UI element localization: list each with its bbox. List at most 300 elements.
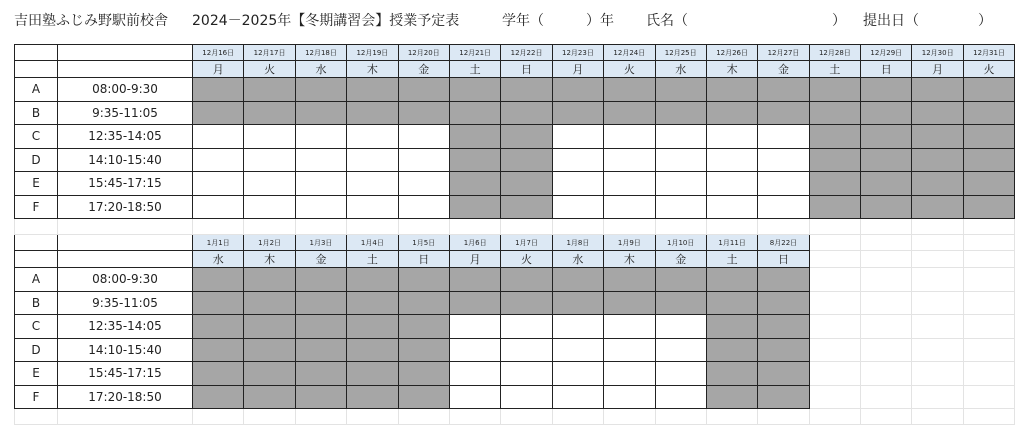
date-header: 12月18日 [295,45,346,61]
open-slot[interactable] [655,338,706,362]
empty-cell [912,291,963,315]
open-slot[interactable] [295,195,346,219]
closed-slot [501,291,552,315]
weekday-header: 木 [347,61,398,78]
empty-cell [963,409,1014,425]
open-slot[interactable] [706,148,757,172]
open-slot[interactable] [398,195,449,219]
open-slot[interactable] [552,172,603,196]
empty-cell [912,219,963,235]
empty-cell [912,251,963,268]
closed-slot [861,195,912,219]
date-header: 12月20日 [398,45,449,61]
closed-slot [193,268,244,292]
open-slot[interactable] [193,148,244,172]
closed-slot [912,125,963,149]
period-time: 12:35-14:05 [58,125,193,149]
closed-slot [604,268,655,292]
empty-cell [809,291,860,315]
empty-cell [809,268,860,292]
period-letter: E [15,172,58,196]
corner-cell [15,235,58,251]
closed-slot [295,338,346,362]
date-header: 12月17日 [244,45,295,61]
empty-cell [912,338,963,362]
empty-cell [295,409,346,425]
open-slot[interactable] [758,172,809,196]
open-slot[interactable] [244,148,295,172]
open-slot[interactable] [655,148,706,172]
closed-slot [295,362,346,386]
period-letter: B [15,291,58,315]
empty-cell [861,409,912,425]
empty-cell [861,251,912,268]
corner-cell [15,45,58,61]
name-field-close: ） [832,13,846,29]
period-time: 14:10-15:40 [58,338,193,362]
open-slot[interactable] [193,125,244,149]
empty-cell [655,409,706,425]
closed-slot [501,172,552,196]
sheet-header [14,10,1024,30]
date-header: 12月28日 [809,45,860,61]
date-header: 8月22日 [758,235,809,251]
period-letter: B [15,101,58,125]
empty-cell [295,219,346,235]
open-slot[interactable] [449,362,500,386]
open-slot[interactable] [347,195,398,219]
empty-cell [193,219,244,235]
period-row [15,291,1015,315]
date-header: 12月19日 [347,45,398,61]
closed-slot [398,101,449,125]
empty-cell [552,409,603,425]
open-slot[interactable] [501,338,552,362]
open-slot[interactable] [655,385,706,409]
closed-slot [449,172,500,196]
weekday-header: 金 [655,251,706,268]
sheet-title: 2024－2025年【冬期講習会】授業予定表 [192,13,460,29]
weekday-header: 土 [706,251,757,268]
empty-cell [758,219,809,235]
open-slot[interactable] [398,148,449,172]
empty-cell [861,219,912,235]
closed-slot [193,385,244,409]
open-slot[interactable] [758,195,809,219]
empty-cell [758,409,809,425]
closed-slot [347,315,398,339]
weekday-header-row [15,61,1015,78]
weekday-header: 土 [809,61,860,78]
closed-slot [244,78,295,102]
date-header: 1月7日 [501,235,552,251]
open-slot[interactable] [347,172,398,196]
closed-slot [449,148,500,172]
open-slot[interactable] [655,315,706,339]
open-slot[interactable] [449,338,500,362]
date-header: 12月23日 [552,45,603,61]
empty-cell [861,291,912,315]
closed-slot [912,78,963,102]
open-slot[interactable] [655,362,706,386]
closed-slot [347,385,398,409]
weekday-header: 金 [295,251,346,268]
date-header: 1月6日 [449,235,500,251]
empty-cell [244,219,295,235]
open-slot[interactable] [604,195,655,219]
closed-slot [706,291,757,315]
weekday-header: 金 [758,61,809,78]
open-slot[interactable] [552,315,603,339]
grade-field: 学年（ ）年 [502,13,614,29]
period-time: 17:20-18:50 [58,195,193,219]
date-header: 12月21日 [449,45,500,61]
period-row [15,362,1015,386]
empty-cell [58,409,193,425]
empty-cell [963,338,1014,362]
weekday-header: 土 [347,251,398,268]
empty-cell [861,268,912,292]
empty-cell [963,235,1014,251]
period-time: 17:20-18:50 [58,385,193,409]
empty-cell [347,219,398,235]
closed-slot [758,315,809,339]
closed-slot [963,125,1014,149]
period-time: 12:35-14:05 [58,315,193,339]
closed-slot [706,101,757,125]
closed-slot [758,78,809,102]
date-header: 1月2日 [244,235,295,251]
closed-slot [501,101,552,125]
closed-slot [449,101,500,125]
open-slot[interactable] [552,362,603,386]
date-header: 12月27日 [758,45,809,61]
closed-slot [398,385,449,409]
period-letter: A [15,268,58,292]
closed-slot [295,78,346,102]
open-slot[interactable] [604,385,655,409]
corner-cell [58,61,193,78]
weekday-header: 木 [706,61,757,78]
empty-cell [604,219,655,235]
weekday-header: 火 [604,61,655,78]
empty-cell [963,362,1014,386]
closed-slot [398,78,449,102]
closed-slot [552,291,603,315]
weekday-header: 日 [758,251,809,268]
empty-cell [244,409,295,425]
empty-cell [861,338,912,362]
open-slot[interactable] [193,172,244,196]
empty-cell [861,235,912,251]
weekday-header: 木 [604,251,655,268]
weekday-header: 水 [193,251,244,268]
weekday-header: 水 [552,251,603,268]
open-slot[interactable] [501,362,552,386]
corner-cell [58,235,193,251]
open-slot[interactable] [501,385,552,409]
closed-slot [193,315,244,339]
closed-slot [347,268,398,292]
closed-slot [244,338,295,362]
open-slot[interactable] [347,125,398,149]
empty-cell [861,362,912,386]
weekday-header: 月 [449,251,500,268]
empty-cell [398,219,449,235]
weekday-header: 金 [398,61,449,78]
open-slot[interactable] [398,125,449,149]
open-slot[interactable] [604,362,655,386]
empty-cell [963,385,1014,409]
closed-slot [398,338,449,362]
period-letter: E [15,362,58,386]
closed-slot [706,362,757,386]
period-time: 9:35-11:05 [58,291,193,315]
period-row [15,172,1015,196]
open-slot[interactable] [706,195,757,219]
open-slot[interactable] [193,195,244,219]
closed-slot [295,291,346,315]
open-slot[interactable] [552,195,603,219]
closed-slot [861,101,912,125]
closed-slot [963,195,1014,219]
empty-cell [347,409,398,425]
open-slot[interactable] [552,125,603,149]
date-header: 12月29日 [861,45,912,61]
closed-slot [604,78,655,102]
closed-slot [706,315,757,339]
closed-slot [758,338,809,362]
closed-slot [398,315,449,339]
corner-cell [15,61,58,78]
closed-slot [244,101,295,125]
closed-slot [809,148,860,172]
open-slot[interactable] [706,125,757,149]
submit-date-close: ） [978,13,992,29]
closed-slot [347,101,398,125]
empty-cell [655,219,706,235]
closed-slot [398,268,449,292]
open-slot[interactable] [604,338,655,362]
weekday-header: 日 [398,251,449,268]
closed-slot [861,172,912,196]
closed-slot [244,385,295,409]
closed-slot [398,291,449,315]
closed-slot [193,362,244,386]
closed-slot [295,385,346,409]
date-header: 1月5日 [398,235,449,251]
date-header: 1月3日 [295,235,346,251]
open-slot[interactable] [244,172,295,196]
open-slot[interactable] [552,385,603,409]
period-time: 08:00-9:30 [58,268,193,292]
period-time: 15:45-17:15 [58,172,193,196]
corner-cell [58,251,193,268]
closed-slot [861,125,912,149]
date-header: 12月22日 [501,45,552,61]
period-letter: F [15,195,58,219]
open-slot[interactable] [347,148,398,172]
empty-cell [398,409,449,425]
closed-slot [912,101,963,125]
period-row [15,78,1015,102]
date-header-row [15,235,1015,251]
closed-slot [963,148,1014,172]
closed-slot [501,125,552,149]
period-row [15,148,1015,172]
closed-slot [809,172,860,196]
weekday-header: 土 [449,61,500,78]
closed-slot [295,268,346,292]
spacer-row [15,409,1015,425]
closed-slot [963,172,1014,196]
period-time: 9:35-11:05 [58,101,193,125]
period-letter: C [15,315,58,339]
closed-slot [501,148,552,172]
open-slot[interactable] [449,385,500,409]
empty-cell [963,315,1014,339]
closed-slot [809,78,860,102]
date-header: 12月16日 [193,45,244,61]
open-slot[interactable] [244,125,295,149]
open-slot[interactable] [604,148,655,172]
open-slot[interactable] [295,125,346,149]
closed-slot [193,338,244,362]
closed-slot [758,385,809,409]
empty-cell [861,385,912,409]
closed-slot [347,338,398,362]
open-slot[interactable] [758,125,809,149]
closed-slot [758,291,809,315]
closed-slot [758,101,809,125]
empty-cell [912,315,963,339]
empty-cell [706,219,757,235]
closed-slot [963,78,1014,102]
closed-slot [347,78,398,102]
period-letter: A [15,78,58,102]
spacer-row [15,219,1015,235]
open-slot[interactable] [398,172,449,196]
open-slot[interactable] [552,148,603,172]
closed-slot [809,125,860,149]
empty-cell [809,251,860,268]
closed-slot [501,268,552,292]
closed-slot [604,101,655,125]
period-time: 08:00-9:30 [58,78,193,102]
empty-cell [912,409,963,425]
open-slot[interactable] [655,125,706,149]
closed-slot [295,101,346,125]
empty-cell [809,362,860,386]
period-time: 14:10-15:40 [58,148,193,172]
empty-cell [15,409,58,425]
closed-slot [501,78,552,102]
empty-cell [861,315,912,339]
closed-slot [912,148,963,172]
date-header: 12月25日 [655,45,706,61]
open-slot[interactable] [604,172,655,196]
weekday-header: 水 [295,61,346,78]
date-header-row [15,45,1015,61]
period-row [15,101,1015,125]
period-row [15,125,1015,149]
period-row [15,195,1015,219]
open-slot[interactable] [244,195,295,219]
closed-slot [449,268,500,292]
weekday-header: 火 [963,61,1014,78]
closed-slot [758,362,809,386]
closed-slot [809,195,860,219]
empty-cell [963,268,1014,292]
empty-cell [809,315,860,339]
date-header: 1月11日 [706,235,757,251]
empty-cell [449,409,500,425]
open-slot[interactable] [706,172,757,196]
open-slot[interactable] [758,148,809,172]
weekday-header: 火 [501,251,552,268]
date-header: 1月4日 [347,235,398,251]
corner-cell [58,45,193,61]
period-row [15,268,1015,292]
open-slot[interactable] [552,338,603,362]
empty-cell [706,409,757,425]
corner-cell [15,251,58,268]
empty-cell [15,219,58,235]
period-letter: D [15,148,58,172]
closed-slot [552,101,603,125]
open-slot[interactable] [449,315,500,339]
weekday-header: 日 [861,61,912,78]
closed-slot [655,78,706,102]
closed-slot [861,78,912,102]
closed-slot [347,291,398,315]
submit-date-label: 提出日（ [863,13,919,29]
closed-slot [861,148,912,172]
empty-cell [552,219,603,235]
closed-slot [295,315,346,339]
closed-slot [244,315,295,339]
closed-slot [501,195,552,219]
open-slot[interactable] [655,195,706,219]
closed-slot [963,101,1014,125]
date-header: 12月26日 [706,45,757,61]
closed-slot [449,78,500,102]
open-slot[interactable] [655,172,706,196]
open-slot[interactable] [295,172,346,196]
period-time: 15:45-17:15 [58,362,193,386]
weekday-header: 月 [912,61,963,78]
empty-cell [193,409,244,425]
empty-cell [809,219,860,235]
closed-slot [244,268,295,292]
date-header: 1月10日 [655,235,706,251]
open-slot[interactable] [501,315,552,339]
open-slot[interactable] [604,315,655,339]
period-letter: C [15,125,58,149]
closed-slot [347,362,398,386]
weekday-header: 木 [244,251,295,268]
closed-slot [912,195,963,219]
closed-slot [244,362,295,386]
empty-cell [58,219,193,235]
weekday-header: 水 [655,61,706,78]
closed-slot [244,291,295,315]
open-slot[interactable] [604,125,655,149]
weekday-header: 日 [501,61,552,78]
date-header: 12月30日 [912,45,963,61]
date-header: 1月1日 [193,235,244,251]
open-slot[interactable] [295,148,346,172]
